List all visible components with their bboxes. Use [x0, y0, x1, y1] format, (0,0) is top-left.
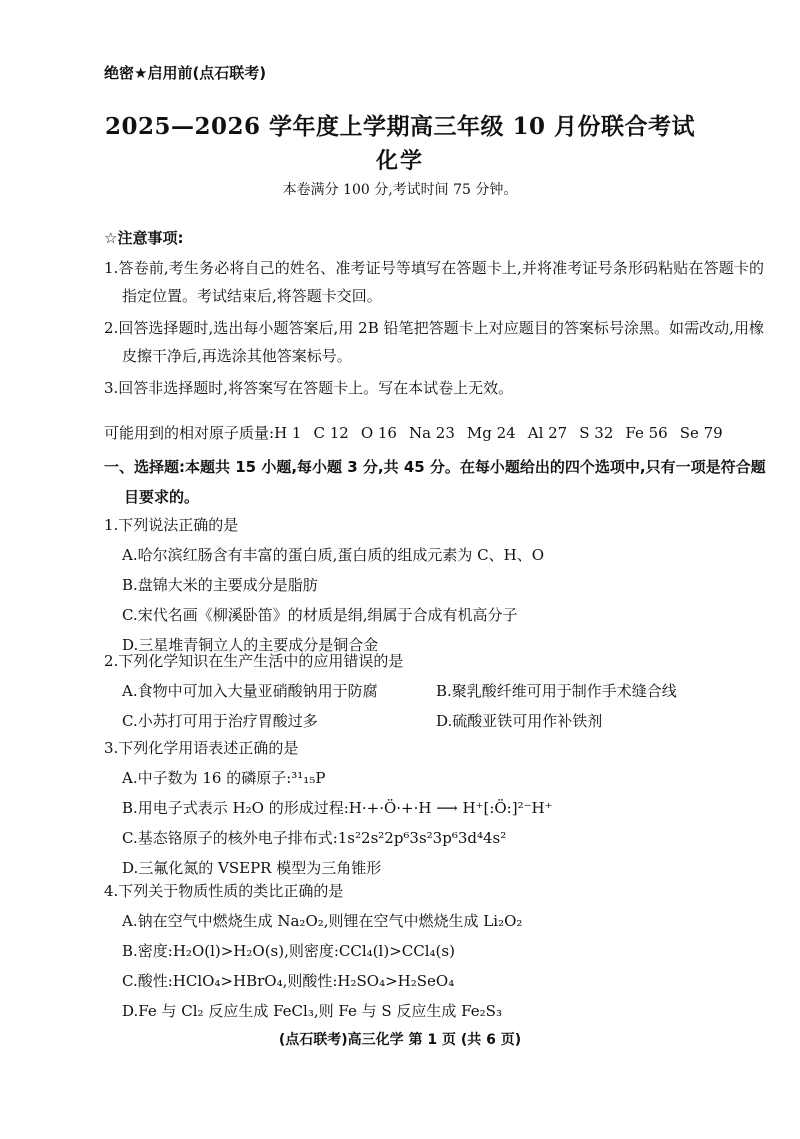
subject-title: 化学	[375, 149, 424, 174]
atomic-masses-label: 可能用到的相对原子质量:	[104, 424, 275, 442]
atomic-mass: Mg 24	[466, 424, 516, 442]
question-stem: 4.下列关于物质性质的类比正确的是	[104, 882, 344, 900]
option-c: C.小苏打可用于治疗胃酸过多	[122, 712, 318, 730]
atomic-mass: H 1	[274, 424, 302, 442]
question-stem: 2.下列化学知识在生产生活中的应用错误的是	[104, 652, 404, 670]
note-item: 2.回答选择题时,选出每小题答案后,用 2B 铅笔把答题卡上对应题目的答案标号涂黑。如需改动,用橡皮擦干净后,再选涂其他答案标号。	[104, 319, 764, 365]
atomic-mass: C 12	[313, 424, 349, 442]
atomic-mass: Fe 56	[625, 424, 668, 442]
option-a: A.钠在空气中燃烧生成 Na₂O₂,则锂在空气中燃烧生成 Li₂O₂	[122, 912, 523, 930]
atomic-mass: S 32	[579, 424, 614, 442]
option-c: C.宋代名画《柳溪卧笛》的材质是绢,绢属于合成有机高分子	[122, 606, 518, 624]
option-a: A.食物中可加入大量亚硝酸钠用于防腐	[122, 682, 378, 700]
section-heading: 一、选择题:本题共 15 小题,每小题 3 分,共 45 分。在每小题给出的四个选项中,只有一项是符合题目要求的。	[104, 458, 766, 506]
option-d: D.Fe 与 Cl₂ 反应生成 FeCl₃,则 Fe 与 S 反应生成 Fe₂S₃	[122, 1002, 502, 1020]
option-a: A.哈尔滨红肠含有丰富的蛋白质,蛋白质的组成元素为 C、H、O	[122, 546, 544, 564]
option-c: C.基态铬原子的核外电子排布式:1s²2s²2p⁶3s²3p⁶3d⁴4s²	[122, 829, 507, 847]
question-2	[104, 646, 768, 736]
question-1	[104, 510, 768, 660]
atomic-mass: O 16	[360, 424, 397, 442]
question-3	[104, 733, 768, 883]
option-b: B.聚乳酸纤维可用于制作手术缝合线	[436, 682, 677, 700]
page-footer: (点石联考)高三化学 第 1 页 (共 6 页)	[278, 1032, 522, 1048]
option-row	[104, 706, 768, 736]
option-b: B.密度:H₂O(l)>H₂O(s),则密度:CCl₄(l)>CCl₄(s)	[122, 942, 455, 960]
option-b: B.盘锦大米的主要成分是脂肪	[122, 576, 318, 594]
question-stem: 3.下列化学用语表述正确的是	[104, 739, 299, 757]
atomic-mass: Na 23	[408, 424, 455, 442]
atomic-mass: Se 79	[679, 424, 723, 442]
question-4	[104, 876, 768, 1026]
note-item: 3.回答非选择题时,将答案写在答题卡上。写在本试卷上无效。	[104, 379, 514, 397]
option-b: B.用电子式表示 H₂O 的形成过程:H·+·Ö·+·H ⟶ H⁺[:Ö:]²⁻H⁺	[122, 799, 553, 817]
confidential-label: 绝密★启用前(点石联考)	[104, 64, 267, 82]
notes-list	[104, 254, 764, 406]
option-a: A.中子数为 16 的磷原子:³¹₁₅P	[122, 769, 326, 787]
atomic-mass: Al 27	[527, 424, 568, 442]
option-d: D.硫酸亚铁可用作补铁剂	[436, 712, 603, 730]
note-item: 1.答卷前,考生务必将自己的姓名、准考证号等填写在答题卡上,并将准考证号条形码粘贴在答题卡的指定位置。考试结束后,将答题卡交回。	[104, 259, 764, 305]
question-stem: 1.下列说法正确的是	[104, 516, 239, 534]
atomic-masses	[104, 422, 723, 443]
option-d: D.三星堆青铜立人的主要成分是铜合金	[122, 636, 379, 654]
notes-heading: ☆注意事项:	[104, 229, 184, 247]
exam-info: 本卷满分 100 分,考试时间 75 分钟。	[282, 182, 518, 198]
option-c: C.酸性:HClO₄>HBrO₄,则酸性:H₂SO₄>H₂SeO₄	[122, 972, 455, 990]
exam-title: 2025—2026 学年度上学期高三年级 10 月份联合考试	[104, 113, 696, 140]
option-d: D.三氟化氮的 VSEPR 模型为三角锥形	[122, 859, 382, 877]
option-row	[104, 676, 768, 706]
